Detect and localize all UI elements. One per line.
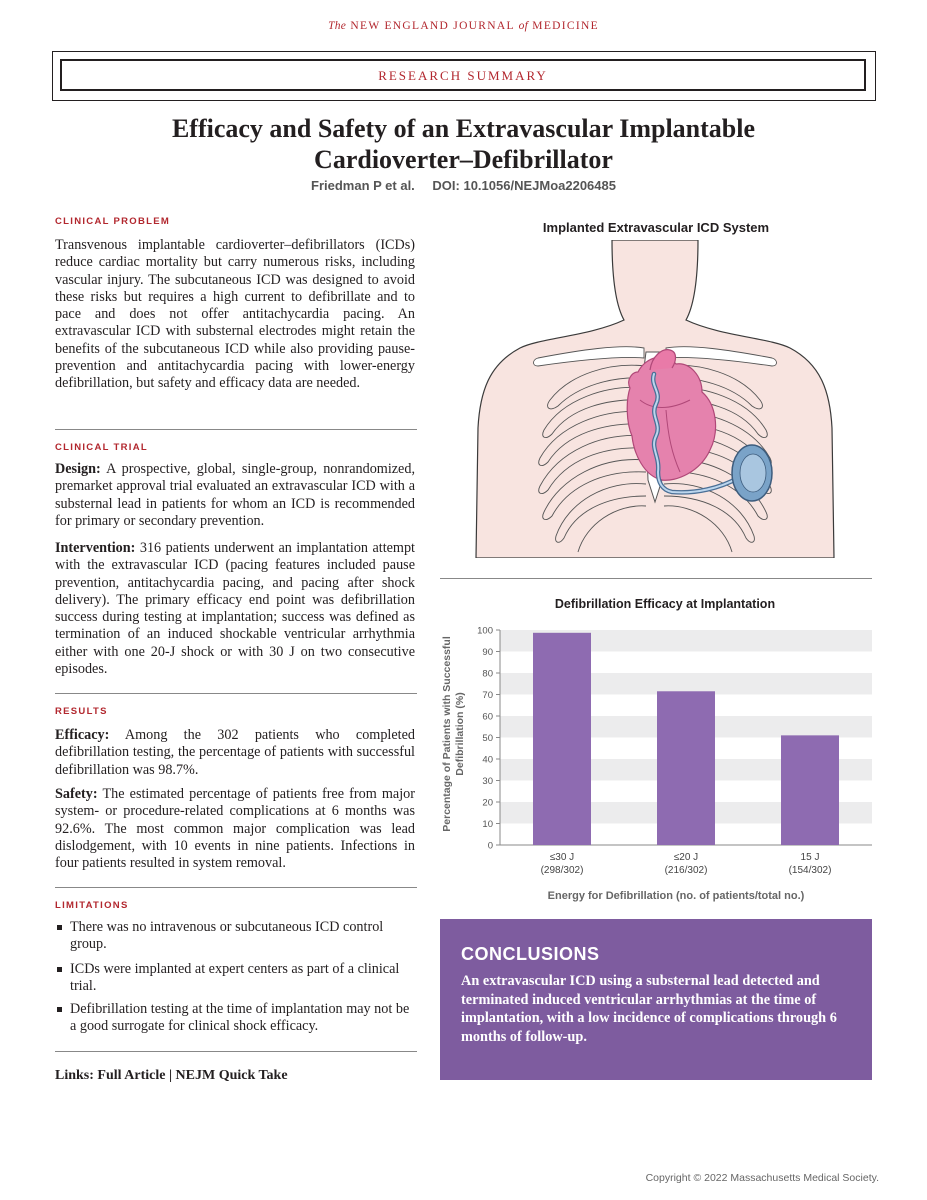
bar-2 xyxy=(657,691,715,845)
illustration-title: Implanted Extravascular ICD System xyxy=(542,220,770,235)
efficacy-text: Among the 302 patients who completed defibrillation testing, the percentage of patients with successful defibrillation was 98.7%. xyxy=(55,727,415,778)
limitation-item: There was no intravenous or subcutaneous ICD control group. xyxy=(55,919,415,954)
links-line[interactable]: Links: Full Article | NEJM Quick Take xyxy=(55,1068,288,1083)
journal-masthead xyxy=(0,20,927,32)
journal-the: The xyxy=(328,20,347,32)
divider xyxy=(55,693,417,694)
y-tick-label: 90 xyxy=(482,647,493,658)
journal-of: of xyxy=(518,20,529,32)
copyright: Copyright © 2022 Massachusetts Medical Society. xyxy=(645,1172,879,1184)
research-summary-label: RESEARCH SUMMARY xyxy=(378,68,548,83)
efficacy-paragraph xyxy=(55,727,415,779)
doi-link[interactable]: DOI: 10.1056/NEJMoa2206485 xyxy=(432,178,616,193)
icd-illustration xyxy=(440,240,872,558)
y-tick-label: 10 xyxy=(482,819,493,830)
safety-text: The estimated percentage of patients free from major system- or procedure-related complications at 6 months was 92.6%. The most common major complication was lead dislodgement, with 10 events in nine patients. Infections in four patients resulted in system removal. xyxy=(55,786,415,872)
limitations-label: LIMITATIONS xyxy=(55,900,129,911)
design-label: Design: xyxy=(55,461,101,477)
intervention-label: Intervention: xyxy=(55,540,136,556)
y-tick-label: 20 xyxy=(482,797,493,809)
efficacy-label: Efficacy: xyxy=(55,727,110,743)
y-tick-label: 40 xyxy=(482,754,493,766)
y-axis-label-line1: Percentage of Patients with Successful xyxy=(441,636,453,832)
x-tick-label: 15 J xyxy=(800,852,820,863)
y-tick-label: 0 xyxy=(487,840,493,852)
y-tick-label: 100 xyxy=(477,625,493,637)
divider xyxy=(440,578,872,579)
y-tick-label: 60 xyxy=(482,711,493,723)
chart-title: Defibrillation Efficacy at Implantation xyxy=(554,597,776,611)
x-tick-label: ≤20 J xyxy=(673,852,699,863)
divider xyxy=(55,1051,417,1052)
title-line-1: Efficacy and Safety of an Extravascular Implantable xyxy=(171,114,756,143)
intervention-text: 316 patients underwent an implantation attempt with the extravascular ICD (pacing features included pause prevention, antitachycardia pacing, and pacing after shock delivery). The primary efficacy end point was defibrillation success during testing at implantation; success was defined as termination of an induced shockable ventricular arrhythmia either with one 20-J shock or with 30 J on two consecutive episodes. xyxy=(55,540,416,678)
limitation-item: Defibrillation testing at the time of implantation may not be a good surrogate for clinical shock efficacy. xyxy=(55,1001,415,1036)
clinical-problem-label: CLINICAL PROBLEM xyxy=(55,216,171,227)
journal-name-end: MEDICINE xyxy=(532,20,599,32)
safety-label: Safety: xyxy=(55,786,98,802)
conclusions-title: CONCLUSIONS xyxy=(461,944,600,964)
limitation-item: ICDs were implanted at expert centers as part of a clinical trial. xyxy=(55,961,415,996)
article-title xyxy=(100,113,827,175)
results-label: RESULTS xyxy=(55,706,108,717)
divider xyxy=(55,429,417,430)
divider xyxy=(55,887,417,888)
clinical-trial-label: CLINICAL TRIAL xyxy=(55,442,148,453)
y-tick-label: 30 xyxy=(482,776,493,787)
y-tick-label: 70 xyxy=(482,690,493,701)
x-tick-sublabel: (154/302) xyxy=(788,865,832,876)
safety-paragraph xyxy=(55,786,415,872)
intervention-paragraph xyxy=(55,540,415,678)
x-tick-label: ≤30 J xyxy=(549,852,575,863)
y-tick-label: 50 xyxy=(482,733,493,744)
bar-3 xyxy=(781,735,839,845)
design-paragraph xyxy=(55,461,415,530)
x-axis-label: Energy for Defibrillation (no. of patients/total no.) xyxy=(547,890,805,902)
x-tick-sublabel: (216/302) xyxy=(664,865,708,876)
clinical-problem-text: Transvenous implantable cardioverter–defibrillators (ICDs) reduce cardiac mortality but carry numerous risks, including vascular injury. The subcutaneous ICD was designed to avoid these risks but requires a high current to defibrillate and to pace and does not offer antitachycardia pacing. An extravascular ICD with substernal electrodes might retain the benefits of the subcutaneous ICD while also providing pause-prevention and antitachycardia pacing with lower-energy defibrillation, but safety and efficacy data are needed. xyxy=(55,237,415,392)
x-tick-sublabel: (298/302) xyxy=(540,865,584,876)
authors: Friedman P et al. xyxy=(311,178,415,193)
bar-1 xyxy=(533,633,591,845)
design-text: A prospective, global, single-group, nonrandomized, premarket approval trial evaluated an extravascular ICD with a substernal lead in patients for whom an ICD is recommended for primary or secondary prevention. xyxy=(55,461,415,529)
title-line-2: Cardioverter–Defibrillator xyxy=(314,145,613,174)
defibrillation-bar-chart xyxy=(436,618,886,910)
journal-name-mid: NEW ENGLAND JOURNAL xyxy=(350,20,515,32)
byline xyxy=(0,178,927,193)
conclusions-text: An extravascular ICD using a substernal lead detected and terminated induced ventricular arrhythmias at the time of implantation, with a low incidence of complications through 6 months of follow-up. xyxy=(461,973,837,1045)
y-tick-label: 80 xyxy=(482,668,493,680)
y-axis-label-line2: Defibrillation (%) xyxy=(454,692,466,776)
